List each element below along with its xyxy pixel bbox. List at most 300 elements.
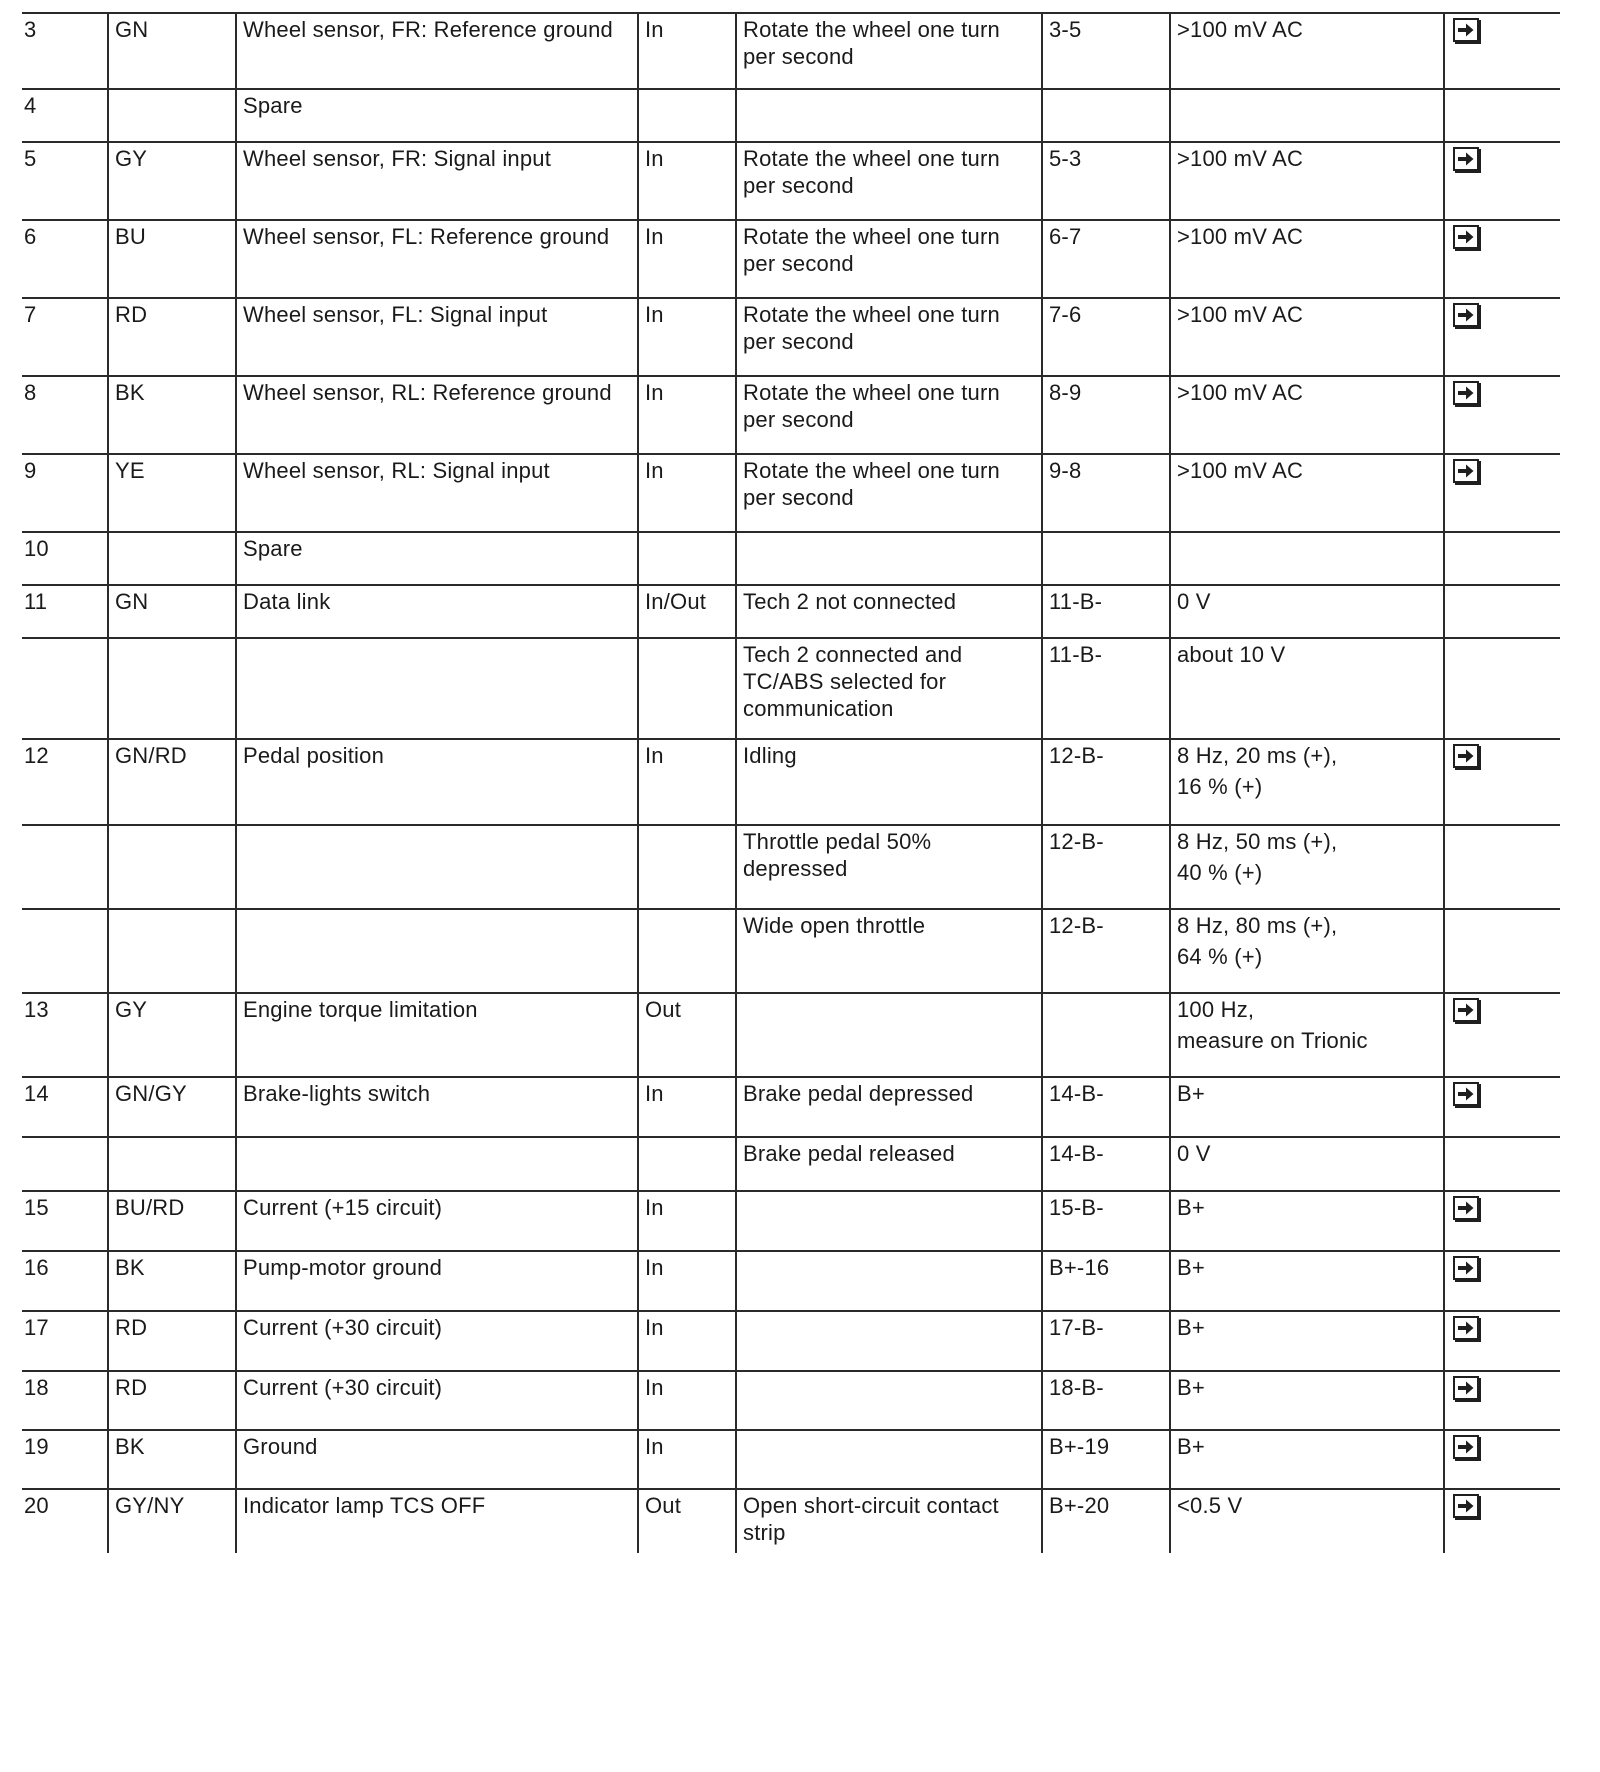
wire-color-cell [108,1371,236,1430]
arrow-right-boxed-icon[interactable] [1453,744,1479,768]
wire-color-cell [108,1430,236,1489]
cell-text: In [645,1195,664,1220]
reference-cell [1444,638,1560,739]
cell-text: 14-B- [1049,1141,1104,1166]
cell-text: Wheel sensor, RL: Signal input [243,458,550,483]
cell-text: RD [115,1375,148,1400]
condition-cell [736,142,1042,220]
arrow-right-boxed-icon[interactable] [1453,147,1479,171]
cell-text: Out [645,997,682,1022]
table-row [22,142,1560,220]
condition-cell [736,220,1042,298]
cell-text: Wheel sensor, RL: Reference ground [243,380,612,405]
arrow-right-boxed-icon[interactable] [1453,1196,1479,1220]
value-line: >100 mV AC [1177,17,1304,42]
table-row [22,993,1560,1077]
direction-cell [638,993,736,1077]
arrow-right-boxed-icon[interactable] [1453,1256,1479,1280]
pin-number-cell [22,89,108,142]
value-line: B+ [1177,1315,1205,1340]
value-cell [1170,739,1444,825]
condition-cell [736,909,1042,993]
wire-color-cell [108,1137,236,1191]
pin-number-cell [22,142,108,220]
value-cell [1170,909,1444,993]
wire-color-cell [108,638,236,739]
table-row [22,825,1560,909]
cell-text: 10 [24,536,49,561]
cell-text: 3 [24,17,37,42]
description-cell [236,454,638,532]
cell-text: GY [115,146,148,171]
cell-text: RD [115,1315,148,1340]
cell-text: In [645,1315,664,1340]
cell-text: Rotate the wheel one turn per second [743,380,1000,432]
cell-text: Brake-lights switch [243,1081,431,1106]
wire-color-cell [108,1191,236,1251]
cell-text: 8 [24,380,37,405]
direction-cell [638,909,736,993]
condition-cell [736,454,1042,532]
cell-text: Pump-motor ground [243,1255,443,1280]
description-cell [236,1430,638,1489]
value-cell [1170,1077,1444,1137]
description-cell [236,1489,638,1553]
value-cell [1170,1251,1444,1311]
description-cell [236,1077,638,1137]
measure-points-cell [1042,1251,1170,1311]
measure-points-cell [1042,376,1170,454]
cell-text: GN/GY [115,1081,187,1106]
arrow-right-boxed-icon[interactable] [1453,1316,1479,1340]
value-line: <0.5 V [1177,1493,1243,1518]
reference-cell [1444,1489,1560,1553]
direction-cell [638,1191,736,1251]
table-row [22,1489,1560,1553]
pin-number-cell [22,454,108,532]
pin-number-cell [22,13,108,89]
condition-cell [736,1251,1042,1311]
table-row [22,454,1560,532]
value-line: measure on Trionic [1177,1028,1368,1053]
pin-number-cell [22,1371,108,1430]
cell-text: GN [115,589,149,614]
value-cell [1170,638,1444,739]
cell-text: Rotate the wheel one turn per second [743,146,1000,198]
value-line: 8 Hz, 50 ms (+), [1177,829,1338,854]
cell-text: Wide open throttle [743,913,926,938]
pin-number-cell [22,1489,108,1553]
cell-text: GY/NY [115,1493,185,1518]
direction-cell [638,1489,736,1553]
description-cell [236,993,638,1077]
cell-text: In [645,458,664,483]
value-line: 16 % (+) [1177,774,1263,799]
reference-cell [1444,909,1560,993]
cell-text: Current (+15 circuit) [243,1195,443,1220]
table-row [22,1311,1560,1371]
direction-cell [638,89,736,142]
wire-color-cell [108,1311,236,1371]
value-line: 100 Hz, [1177,997,1255,1022]
arrow-right-boxed-icon[interactable] [1453,459,1479,483]
description-cell [236,825,638,909]
condition-cell [736,298,1042,376]
value-line: 8 Hz, 80 ms (+), [1177,913,1338,938]
direction-cell [638,142,736,220]
table-row [22,298,1560,376]
description-cell [236,1251,638,1311]
measure-points-cell [1042,638,1170,739]
cell-text: In [645,302,664,327]
wire-color-cell [108,13,236,89]
wire-color-cell [108,89,236,142]
cell-text: 20 [24,1493,49,1518]
reference-cell [1444,298,1560,376]
condition-cell [736,993,1042,1077]
cell-text: Current (+30 circuit) [243,1315,443,1340]
table-row [22,1430,1560,1489]
cell-text: GY [115,997,148,1022]
description-cell [236,1191,638,1251]
condition-cell [736,376,1042,454]
cell-text: Brake pedal released [743,1141,955,1166]
direction-cell [638,1077,736,1137]
pin-number-cell [22,376,108,454]
cell-text: 7 [24,302,37,327]
value-line: about 10 V [1177,642,1286,667]
table-row [22,638,1560,739]
arrow-right-boxed-icon[interactable] [1453,998,1479,1022]
cell-text: 5-3 [1049,146,1082,171]
measure-points-cell [1042,1311,1170,1371]
direction-cell [638,220,736,298]
cell-text: 16 [24,1255,49,1280]
reference-cell [1444,454,1560,532]
description-cell [236,376,638,454]
pin-number-cell [22,1077,108,1137]
cell-text: 6 [24,224,37,249]
cell-text: 6-7 [1049,224,1082,249]
measure-points-cell [1042,142,1170,220]
cell-text: In [645,1081,664,1106]
cell-text: 9 [24,458,37,483]
description-cell [236,585,638,638]
wire-color-cell [108,298,236,376]
description-cell [236,1371,638,1430]
description-cell [236,1137,638,1191]
reference-cell [1444,376,1560,454]
cell-text: Indicator lamp TCS OFF [243,1493,486,1518]
description-cell [236,1311,638,1371]
reference-cell [1444,1311,1560,1371]
reference-cell [1444,739,1560,825]
reference-cell [1444,1191,1560,1251]
direction-cell [638,13,736,89]
pinout-table [22,12,1560,1553]
value-line: B+ [1177,1434,1205,1459]
description-cell [236,739,638,825]
measure-points-cell [1042,825,1170,909]
measure-points-cell [1042,1489,1170,1553]
cell-text: 8-9 [1049,380,1082,405]
direction-cell [638,298,736,376]
cell-text: B+-20 [1049,1493,1110,1518]
cell-text: 18-B- [1049,1375,1104,1400]
condition-cell [736,89,1042,142]
cell-text: 12-B- [1049,743,1104,768]
value-line: B+ [1177,1255,1205,1280]
value-line: >100 mV AC [1177,380,1304,405]
wire-color-cell [108,376,236,454]
cell-text: 12-B- [1049,913,1104,938]
table-row [22,89,1560,142]
reference-cell [1444,532,1560,585]
table-row [22,1251,1560,1311]
value-line: >100 mV AC [1177,146,1304,171]
table-row [22,376,1560,454]
cell-text: BK [115,1434,145,1459]
cell-text: 4 [24,93,37,118]
pin-number-cell [22,585,108,638]
arrow-right-boxed-icon[interactable] [1453,1082,1479,1106]
direction-cell [638,1371,736,1430]
cell-text: BU [115,224,146,249]
wire-color-cell [108,532,236,585]
cell-text: 12-B- [1049,829,1104,854]
cell-text: 9-8 [1049,458,1082,483]
measure-points-cell [1042,298,1170,376]
condition-cell [736,1489,1042,1553]
cell-text: Tech 2 connected and TC/ABS selected for communication [743,642,963,721]
value-cell [1170,1137,1444,1191]
arrow-right-boxed-icon[interactable] [1453,381,1479,405]
pin-number-cell [22,1311,108,1371]
arrow-right-boxed-icon[interactable] [1453,1435,1479,1459]
condition-cell [736,1371,1042,1430]
cell-text: In [645,224,664,249]
pinout-table-page [22,12,1560,1553]
cell-text: BK [115,380,145,405]
direction-cell [638,638,736,739]
condition-cell [736,585,1042,638]
description-cell [236,638,638,739]
wire-color-cell [108,993,236,1077]
description-cell [236,220,638,298]
wire-color-cell [108,1077,236,1137]
value-line: 40 % (+) [1177,860,1263,885]
table-row [22,909,1560,993]
cell-text: 12 [24,743,49,768]
cell-text: Spare [243,93,303,118]
cell-text: GN [115,17,149,42]
reference-cell [1444,993,1560,1077]
cell-text: 17 [24,1315,49,1340]
measure-points-cell [1042,1137,1170,1191]
direction-cell [638,1311,736,1371]
direction-cell [638,825,736,909]
condition-cell [736,638,1042,739]
wire-color-cell [108,909,236,993]
table-row [22,532,1560,585]
measure-points-cell [1042,909,1170,993]
reference-cell [1444,1430,1560,1489]
table-row [22,13,1560,89]
condition-cell [736,1311,1042,1371]
cell-text: Rotate the wheel one turn per second [743,224,1000,276]
cell-text: In [645,146,664,171]
table-row [22,585,1560,638]
cell-text: 11 [24,589,48,614]
cell-text: Ground [243,1434,318,1459]
cell-text: 13 [24,997,49,1022]
measure-points-cell [1042,1371,1170,1430]
pin-number-cell [22,220,108,298]
cell-text: Tech 2 not connected [743,589,957,614]
cell-text: In [645,1434,664,1459]
cell-text: BU/RD [115,1195,185,1220]
cell-text: Rotate the wheel one turn per second [743,17,1000,69]
measure-points-cell [1042,1191,1170,1251]
cell-text: Spare [243,536,303,561]
value-line: 0 V [1177,589,1211,614]
measure-points-cell [1042,585,1170,638]
direction-cell [638,1430,736,1489]
cell-text: In [645,17,664,42]
condition-cell [736,532,1042,585]
direction-cell [638,1251,736,1311]
pin-number-cell [22,1430,108,1489]
value-cell [1170,825,1444,909]
arrow-right-boxed-icon[interactable] [1453,1494,1479,1518]
measure-points-cell [1042,220,1170,298]
value-line: 8 Hz, 20 ms (+), [1177,743,1338,768]
pinout-table-body [22,13,1560,1553]
cell-text: Engine torque limitation [243,997,478,1022]
value-line: >100 mV AC [1177,458,1304,483]
value-line: >100 mV AC [1177,224,1304,249]
measure-points-cell [1042,89,1170,142]
description-cell [236,89,638,142]
direction-cell [638,454,736,532]
cell-text: 7-6 [1049,302,1082,327]
cell-text: YE [115,458,145,483]
pin-number-cell [22,909,108,993]
reference-cell [1444,585,1560,638]
cell-text: 15 [24,1195,49,1220]
reference-cell [1444,142,1560,220]
cell-text: Wheel sensor, FR: Signal input [243,146,552,171]
cell-text: 11-B- [1049,642,1103,667]
direction-cell [638,376,736,454]
reference-cell [1444,825,1560,909]
value-line: B+ [1177,1081,1205,1106]
value-line: 64 % (+) [1177,944,1263,969]
cell-text: Wheel sensor, FL: Reference ground [243,224,610,249]
cell-text: RD [115,302,148,327]
value-cell [1170,993,1444,1077]
reference-cell [1444,1371,1560,1430]
cell-text: Wheel sensor, FL: Signal input [243,302,548,327]
table-row [22,220,1560,298]
measure-points-cell [1042,993,1170,1077]
value-cell [1170,1430,1444,1489]
value-cell [1170,1191,1444,1251]
measure-points-cell [1042,532,1170,585]
arrow-right-boxed-icon[interactable] [1453,1376,1479,1400]
measure-points-cell [1042,739,1170,825]
cell-text: 18 [24,1375,49,1400]
wire-color-cell [108,1251,236,1311]
cell-text: In/Out [645,589,707,614]
pin-number-cell [22,1137,108,1191]
arrow-right-boxed-icon[interactable] [1453,225,1479,249]
table-row [22,1137,1560,1191]
cell-text: Brake pedal depressed [743,1081,974,1106]
condition-cell [736,1191,1042,1251]
condition-cell [736,1430,1042,1489]
description-cell [236,909,638,993]
wire-color-cell [108,454,236,532]
cell-text: Rotate the wheel one turn per second [743,458,1000,510]
table-row [22,1191,1560,1251]
pin-number-cell [22,1251,108,1311]
description-cell [236,298,638,376]
wire-color-cell [108,1489,236,1553]
cell-text: In [645,1375,664,1400]
pin-number-cell [22,993,108,1077]
value-cell [1170,1311,1444,1371]
cell-text: Data link [243,589,331,614]
arrow-right-boxed-icon[interactable] [1453,18,1479,42]
pin-number-cell [22,1191,108,1251]
cell-text: Open short-circuit contact strip [743,1493,999,1545]
cell-text: Idling [743,743,797,768]
cell-text: 17-B- [1049,1315,1104,1340]
description-cell [236,142,638,220]
wire-color-cell [108,220,236,298]
cell-text: In [645,380,664,405]
reference-cell [1444,1137,1560,1191]
value-cell [1170,13,1444,89]
cell-text: Throttle pedal 50% depressed [743,829,932,881]
pin-number-cell [22,638,108,739]
cell-text: BK [115,1255,145,1280]
measure-points-cell [1042,1077,1170,1137]
value-line: >100 mV AC [1177,302,1304,327]
cell-text: 3-5 [1049,17,1082,42]
pin-number-cell [22,532,108,585]
wire-color-cell [108,142,236,220]
condition-cell [736,13,1042,89]
reference-cell [1444,1077,1560,1137]
wire-color-cell [108,739,236,825]
cell-text: Rotate the wheel one turn per second [743,302,1000,354]
value-cell [1170,89,1444,142]
cell-text: 14 [24,1081,49,1106]
reference-cell [1444,13,1560,89]
value-cell [1170,220,1444,298]
pin-number-cell [22,825,108,909]
reference-cell [1444,89,1560,142]
cell-text: 14-B- [1049,1081,1104,1106]
arrow-right-boxed-icon[interactable] [1453,303,1479,327]
direction-cell [638,739,736,825]
value-cell [1170,532,1444,585]
table-row [22,1371,1560,1430]
direction-cell [638,585,736,638]
measure-points-cell [1042,454,1170,532]
